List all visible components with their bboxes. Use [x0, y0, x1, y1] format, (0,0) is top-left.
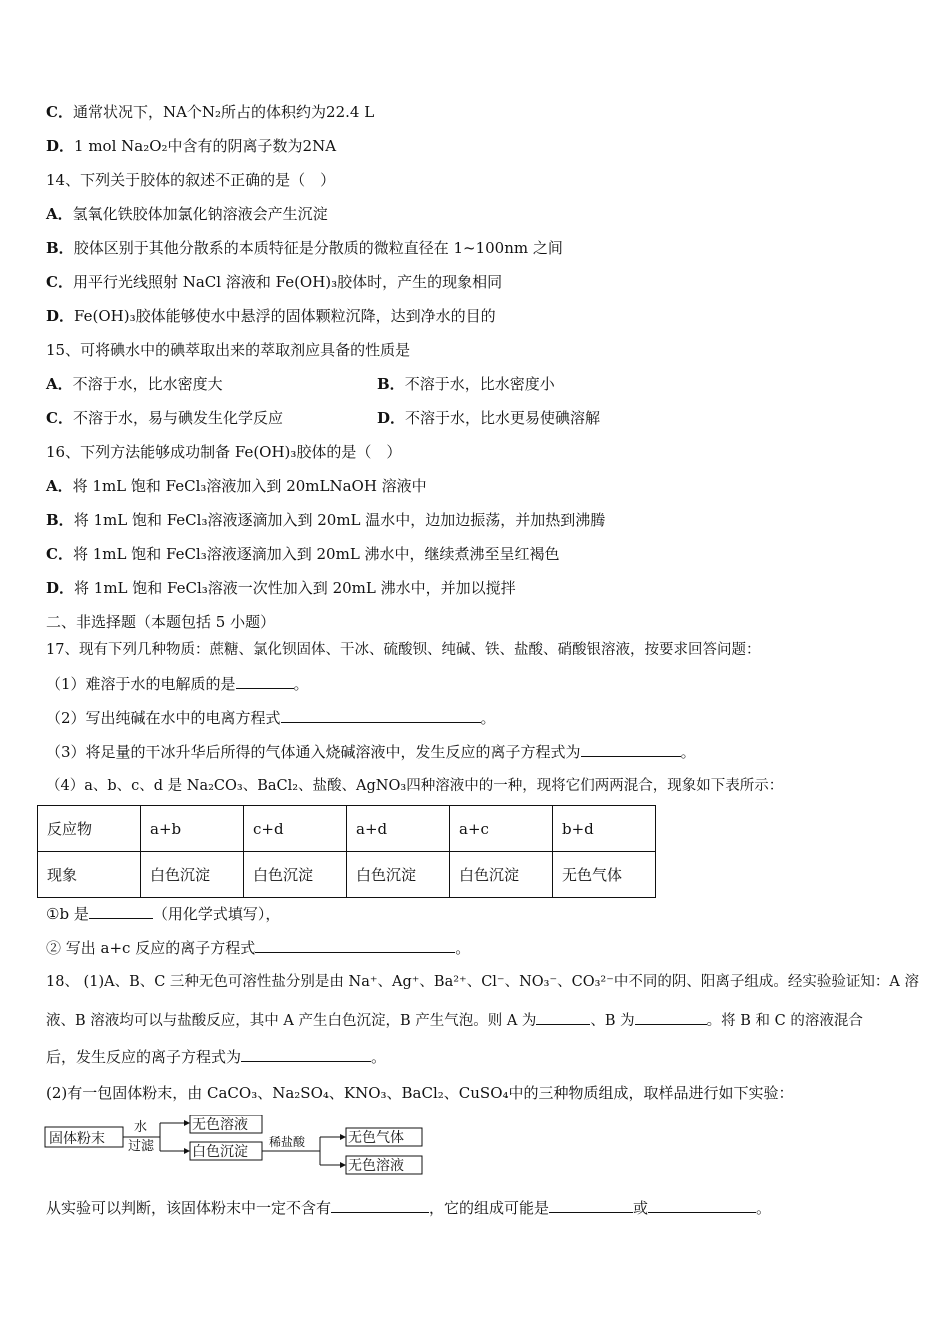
table-cell: b+d: [553, 806, 656, 852]
q17-stem: 17、现有下列几种物质：蔗糖、氯化钡固体、干冰、硫酸钡、纯碱、铁、盐酸、硝酸银溶液，按要求回答问题：: [46, 642, 761, 658]
q16-option-a: A．将 1mL 饱和 FeCl₃溶液加入到 20mLNaOH 溶液中: [46, 477, 427, 495]
flow-text-gas: 无色气体: [348, 1130, 404, 1146]
q18-line1: 18、 (1)A、B、C 三种无色可溶性盐分别是由 Na⁺、Ag⁺、Ba²⁺、Cl⁻、NO₃⁻、CO₃²⁻中不同的阴、阳离子组成。经实验验证知：A 溶: [46, 974, 919, 990]
q14-option-d: D．Fe(OH)₃胶体能够使水中悬浮的固体颗粒沉降，达到净水的目的: [46, 307, 496, 325]
experiment-flow-diagram: [44, 1115, 444, 1179]
answer-blank[interactable]: [89, 904, 153, 919]
q18-line5: 从实验可以判断，该固体粉末中一定不含有 ，它的组成可能是 或 。: [46, 1199, 772, 1217]
answer-blank[interactable]: [241, 1047, 371, 1062]
arrow-icon: [340, 1134, 346, 1140]
flow-label-filter: 过滤: [128, 1139, 155, 1154]
arrow-icon: [184, 1148, 190, 1154]
q15-option-a: A．不溶于水，比水密度大: [46, 375, 223, 393]
table-row: [38, 852, 656, 898]
table-cell: a+c: [450, 806, 553, 852]
flow-label-acid: 稀盐酸: [269, 1135, 306, 1149]
table-row: [38, 806, 656, 852]
q17-part4: （4）a、b、c、d 是 Na₂CO₃、BaCl₂、盐酸、AgNO₃四种溶液中的一种，现将它们两两混合，现象如下表所示：: [46, 778, 784, 794]
flow-text-solution2: 无色溶液: [348, 1158, 404, 1174]
q17-part1: （1）难溶于水的电解质的是 。: [46, 675, 309, 693]
q14-stem: 14、下列关于胶体的叙述不正确的是（ ）: [46, 171, 336, 189]
q15-stem: 15、可将碘水中的碘萃取出来的萃取剂应具备的性质是: [46, 341, 411, 359]
q16-option-b: B．将 1mL 饱和 FeCl₃溶液逐滴加入到 20mL 温水中，边加边振荡，并加热到沸腾: [46, 511, 606, 529]
section-title: 二、非选择题（本题包括 5 小题）: [46, 613, 276, 631]
q18-line2: 液、B 溶液均可以与盐酸反应，其中 A 产生白色沉淀，B 产生气泡。则 A 为 、B 为 。将 B 和 C 的溶液混合: [46, 1010, 863, 1031]
q16-stem: 16、下列方法能够成功制备 Fe(OH)₃胶体的是（ ）: [46, 443, 402, 461]
answer-blank[interactable]: [549, 1198, 633, 1213]
table-cell: c+d: [244, 806, 347, 852]
answer-blank[interactable]: [236, 674, 294, 689]
table-cell: 现象: [38, 852, 141, 898]
table-cell: 白色沉淀: [244, 852, 347, 898]
answer-blank[interactable]: [581, 742, 681, 757]
q16-option-d: D．将 1mL 饱和 FeCl₃溶液一次性加入到 20mL 沸水中，并加以搅拌: [46, 579, 516, 597]
flow-label-water: 水: [134, 1120, 148, 1135]
q14-option-a: A．氢氧化铁胶体加氯化钠溶液会产生沉淀: [46, 205, 328, 223]
table-cell: 白色沉淀: [347, 852, 450, 898]
table-cell: a+b: [141, 806, 244, 852]
q13-option-c: C．通常状况下，NA个N₂所占的体积约为22.4 L: [46, 103, 375, 121]
q14-option-b: B．胶体区别于其他分散系的本质特征是分散质的微粒直径在 1~100nm 之间: [46, 239, 563, 257]
answer-blank[interactable]: [331, 1198, 429, 1213]
table-cell: 白色沉淀: [450, 852, 553, 898]
answer-blank[interactable]: [648, 1198, 756, 1213]
q17-sub2: ② 写出 a+c 反应的离子方程式 。: [46, 939, 471, 957]
flow-text-solution: 无色溶液: [192, 1117, 248, 1133]
table-cell: 反应物: [38, 806, 141, 852]
q17-sub1: ①b 是 （用化学式填写），: [46, 905, 281, 923]
flow-text-start: 固体粉末: [49, 1131, 105, 1147]
answer-blank[interactable]: [281, 708, 481, 723]
q16-option-c: C．将 1mL 饱和 FeCl₃溶液逐滴加入到 20mL 沸水中，继续煮沸至呈红褐色: [46, 545, 560, 563]
q18-line4: (2)有一包固体粉末，由 CaCO₃、Na₂SO₄、KNO₃、BaCl₂、CuSO₄中的三种物质组成，取样品进行如下实验：: [46, 1084, 794, 1102]
q17-part2: （2）写出纯碱在水中的电离方程式 。: [46, 709, 496, 727]
q13-option-d: D．1 mol Na₂O₂中含有的阴离子数为2NA: [46, 137, 337, 155]
reaction-table: [37, 805, 656, 898]
arrow-icon: [340, 1162, 346, 1168]
q17-part3: （3）将足量的干冰升华后所得的气体通入烧碱溶液中，发生反应的离子方程式为 。: [46, 743, 696, 761]
answer-blank[interactable]: [536, 1010, 590, 1025]
q18-line3: 后，发生反应的离子方程式为 。: [46, 1048, 387, 1066]
flow-text-precipitate: 白色沉淀: [192, 1144, 248, 1160]
arrow-icon: [184, 1120, 190, 1126]
q14-option-c: C．用平行光线照射 NaCl 溶液和 Fe(OH)₃胶体时，产生的现象相同: [46, 273, 503, 291]
answer-blank[interactable]: [635, 1010, 707, 1025]
answer-blank[interactable]: [255, 938, 455, 953]
q15-option-d: D．不溶于水，比水更易使碘溶解: [377, 409, 601, 427]
table-cell: a+d: [347, 806, 450, 852]
q15-option-c: C．不溶于水，易与碘发生化学反应: [46, 409, 283, 427]
table-cell: 白色沉淀: [141, 852, 244, 898]
q15-option-b: B．不溶于水，比水密度小: [377, 375, 555, 393]
table-cell: 无色气体: [553, 852, 656, 898]
